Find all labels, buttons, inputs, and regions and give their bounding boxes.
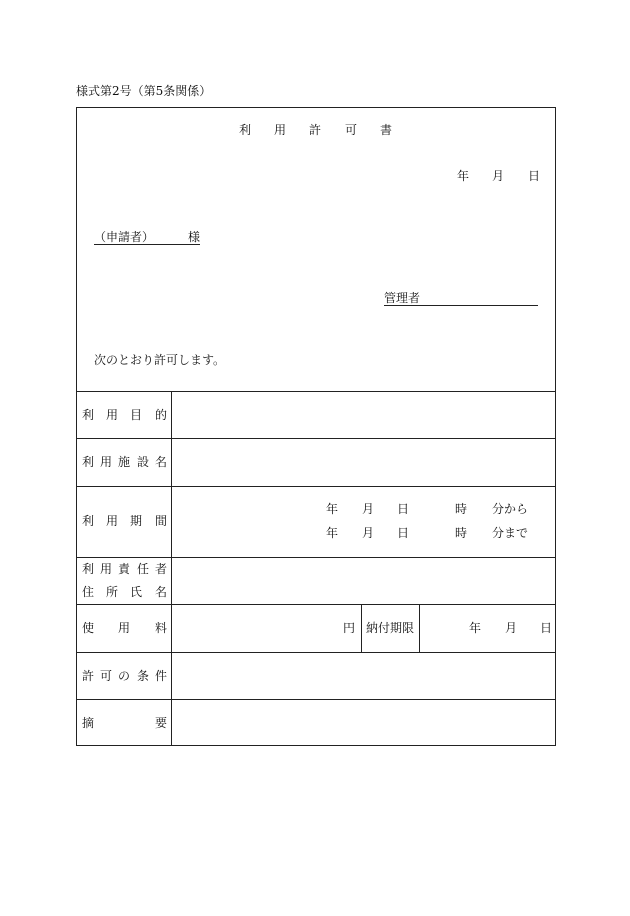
conditions-input[interactable] bbox=[172, 653, 555, 699]
manager-field[interactable] bbox=[384, 292, 538, 306]
title-char: 許 bbox=[309, 123, 322, 137]
fee-divider bbox=[361, 604, 362, 652]
responsible-input[interactable] bbox=[172, 558, 555, 604]
title-char: 書 bbox=[380, 123, 393, 137]
fee-divider bbox=[419, 604, 420, 652]
date-day-label: 日 bbox=[528, 169, 541, 183]
remarks-input[interactable] bbox=[172, 700, 555, 745]
permission-notice: 次のとおり許可します。 bbox=[94, 353, 226, 367]
title-char: 用 bbox=[274, 123, 287, 137]
manager-label: 管理者 bbox=[384, 291, 421, 305]
applicant-field[interactable] bbox=[94, 231, 200, 245]
fee-amount-input[interactable] bbox=[172, 605, 360, 651]
payment-deadline-label: 納付期限 bbox=[366, 621, 415, 635]
facility-input[interactable] bbox=[172, 439, 555, 485]
date-month-label: 月 bbox=[492, 169, 505, 183]
fee-yen-unit: 円 bbox=[343, 621, 356, 635]
date-year-label: 年 bbox=[457, 169, 470, 183]
title-char: 可 bbox=[345, 123, 358, 137]
form-id: 様式第2号（第5条関係） bbox=[76, 84, 212, 98]
row-divider bbox=[76, 486, 556, 487]
title-char: 利 bbox=[239, 123, 252, 137]
applicant-suffix: 様 bbox=[188, 230, 201, 244]
applicant-label: （申請者） bbox=[94, 230, 155, 244]
purpose-input[interactable] bbox=[172, 392, 555, 438]
